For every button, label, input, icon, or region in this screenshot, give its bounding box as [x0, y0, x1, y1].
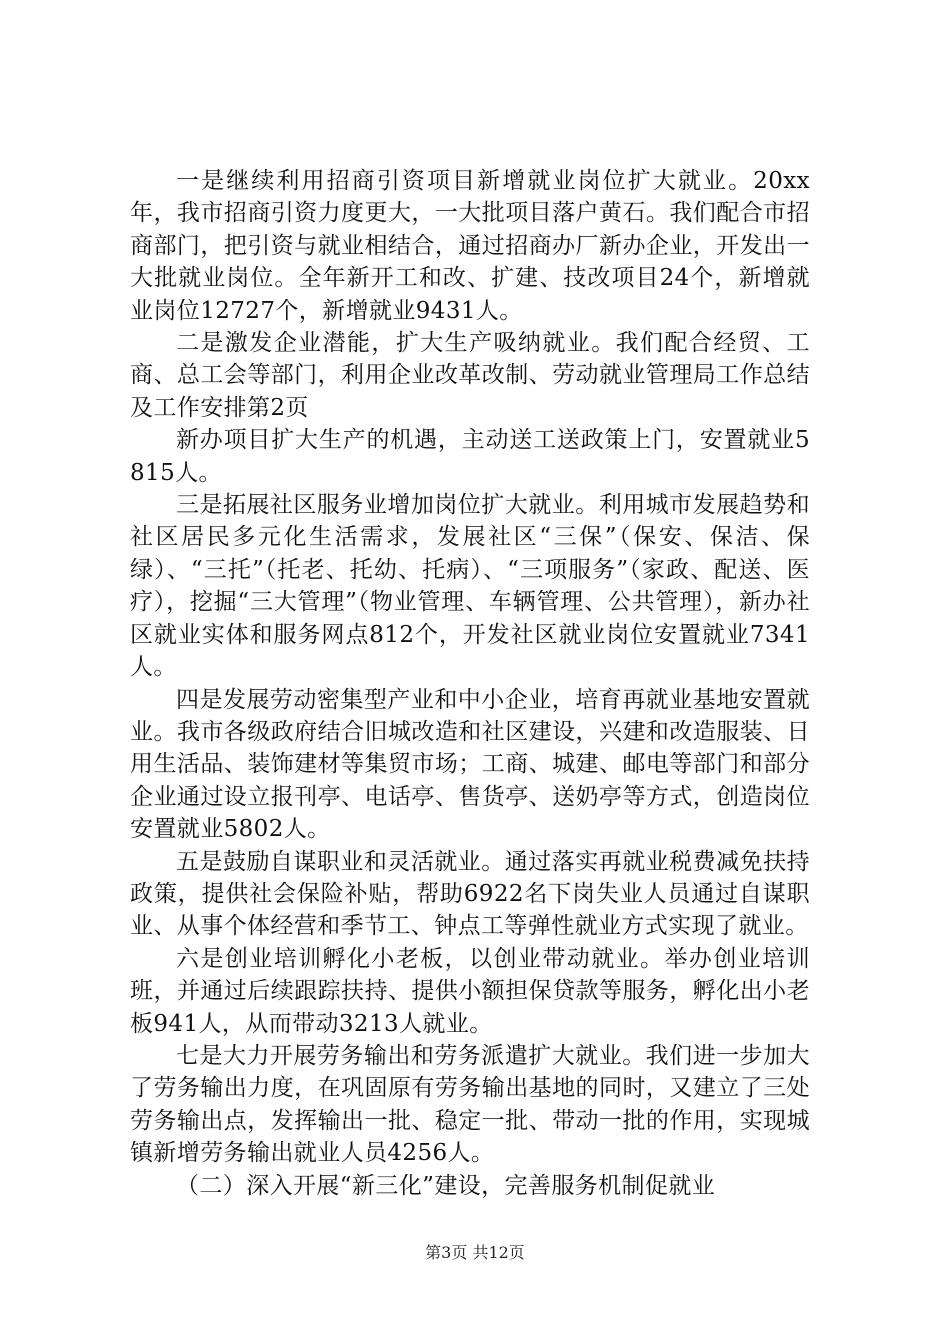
page-footer: 第3页 共12页	[425, 1243, 525, 1262]
paragraph-3: 新办项目扩大生产的机遇，主动送工送政策上门，安置就业5815人。	[130, 427, 810, 486]
paragraph-5: 四是发展劳动密集型产业和中小企业，培育再就业基地安置就业。我市各级政府结合旧城改造和社区建设，兴建和改造服装、日用生活品、装饰建材等集贸市场；工商、城建、邮电等部门和部分企业通过设立报刊亭、电话亭、售货亭、送奶亭等方式，创造岗位安置就业5802人。	[130, 686, 810, 843]
paragraph-2: 二是激发企业潜能，扩大生产吸纳就业。我们配合经贸、工商、总工会等部门，利用企业改革改制、劳动就业管理局工作总结及工作安排第2页	[130, 330, 810, 421]
section-heading: （二）深入开展“新三化”建设，完善服务机制促就业	[176, 1172, 716, 1199]
paragraph-8: 七是大力开展劳务输出和劳务派遣扩大就业。我们进一步加大了劳务输出力度，在巩固原有劳务输出基地的同时，又建立了三处劳务输出点，发挥输出一批、稳定一批、带动一批的作用，实现城镇新增劳务输出就业人员4256人。	[130, 1042, 810, 1167]
paragraph-4: 三是拓展社区服务业增加岗位扩大就业。利用城市发展趋势和社区居民多元化生活需求，发展社区“三保”（保安、保洁、保绿）、“三托”（托老、托幼、托病）、“三项服务”（家政、配送、医疗），挖掘“三大管理”（物业管理、车辆管理、公共管理），新办社区就业实体和服务网点812个，开发社区就业岗位安置就业7341人。	[130, 492, 810, 681]
body-text	[130, 165, 810, 1202]
paragraph-7: 六是创业培训孵化小老板，以创业带动就业。举办创业培训班，并通过后续跟踪扶持、提供小额担保贷款等服务，孵化出小老板941人，从而带动3213人就业。	[130, 945, 810, 1037]
paragraph-6: 五是鼓励自谋职业和灵活就业。通过落实再就业税费减免扶持政策，提供社会保险补贴，帮助6922名下岗失业人员通过自谋职业、从事个体经营和季节工、钟点工等弹性就业方式实现了就业。	[130, 848, 810, 940]
paragraph-1: 一是继续利用招商引资项目新增就业岗位扩大就业。20xx年，我市招商引资力度更大，一大批项目落户黄石。我们配合市招商部门，把引资与就业相结合，通过招商办厂新办企业，开发出一大批就业岗位。全年新开工和改、扩建、技改项目24个，新增就业岗位12727个，新增就业9431人。	[130, 168, 810, 324]
